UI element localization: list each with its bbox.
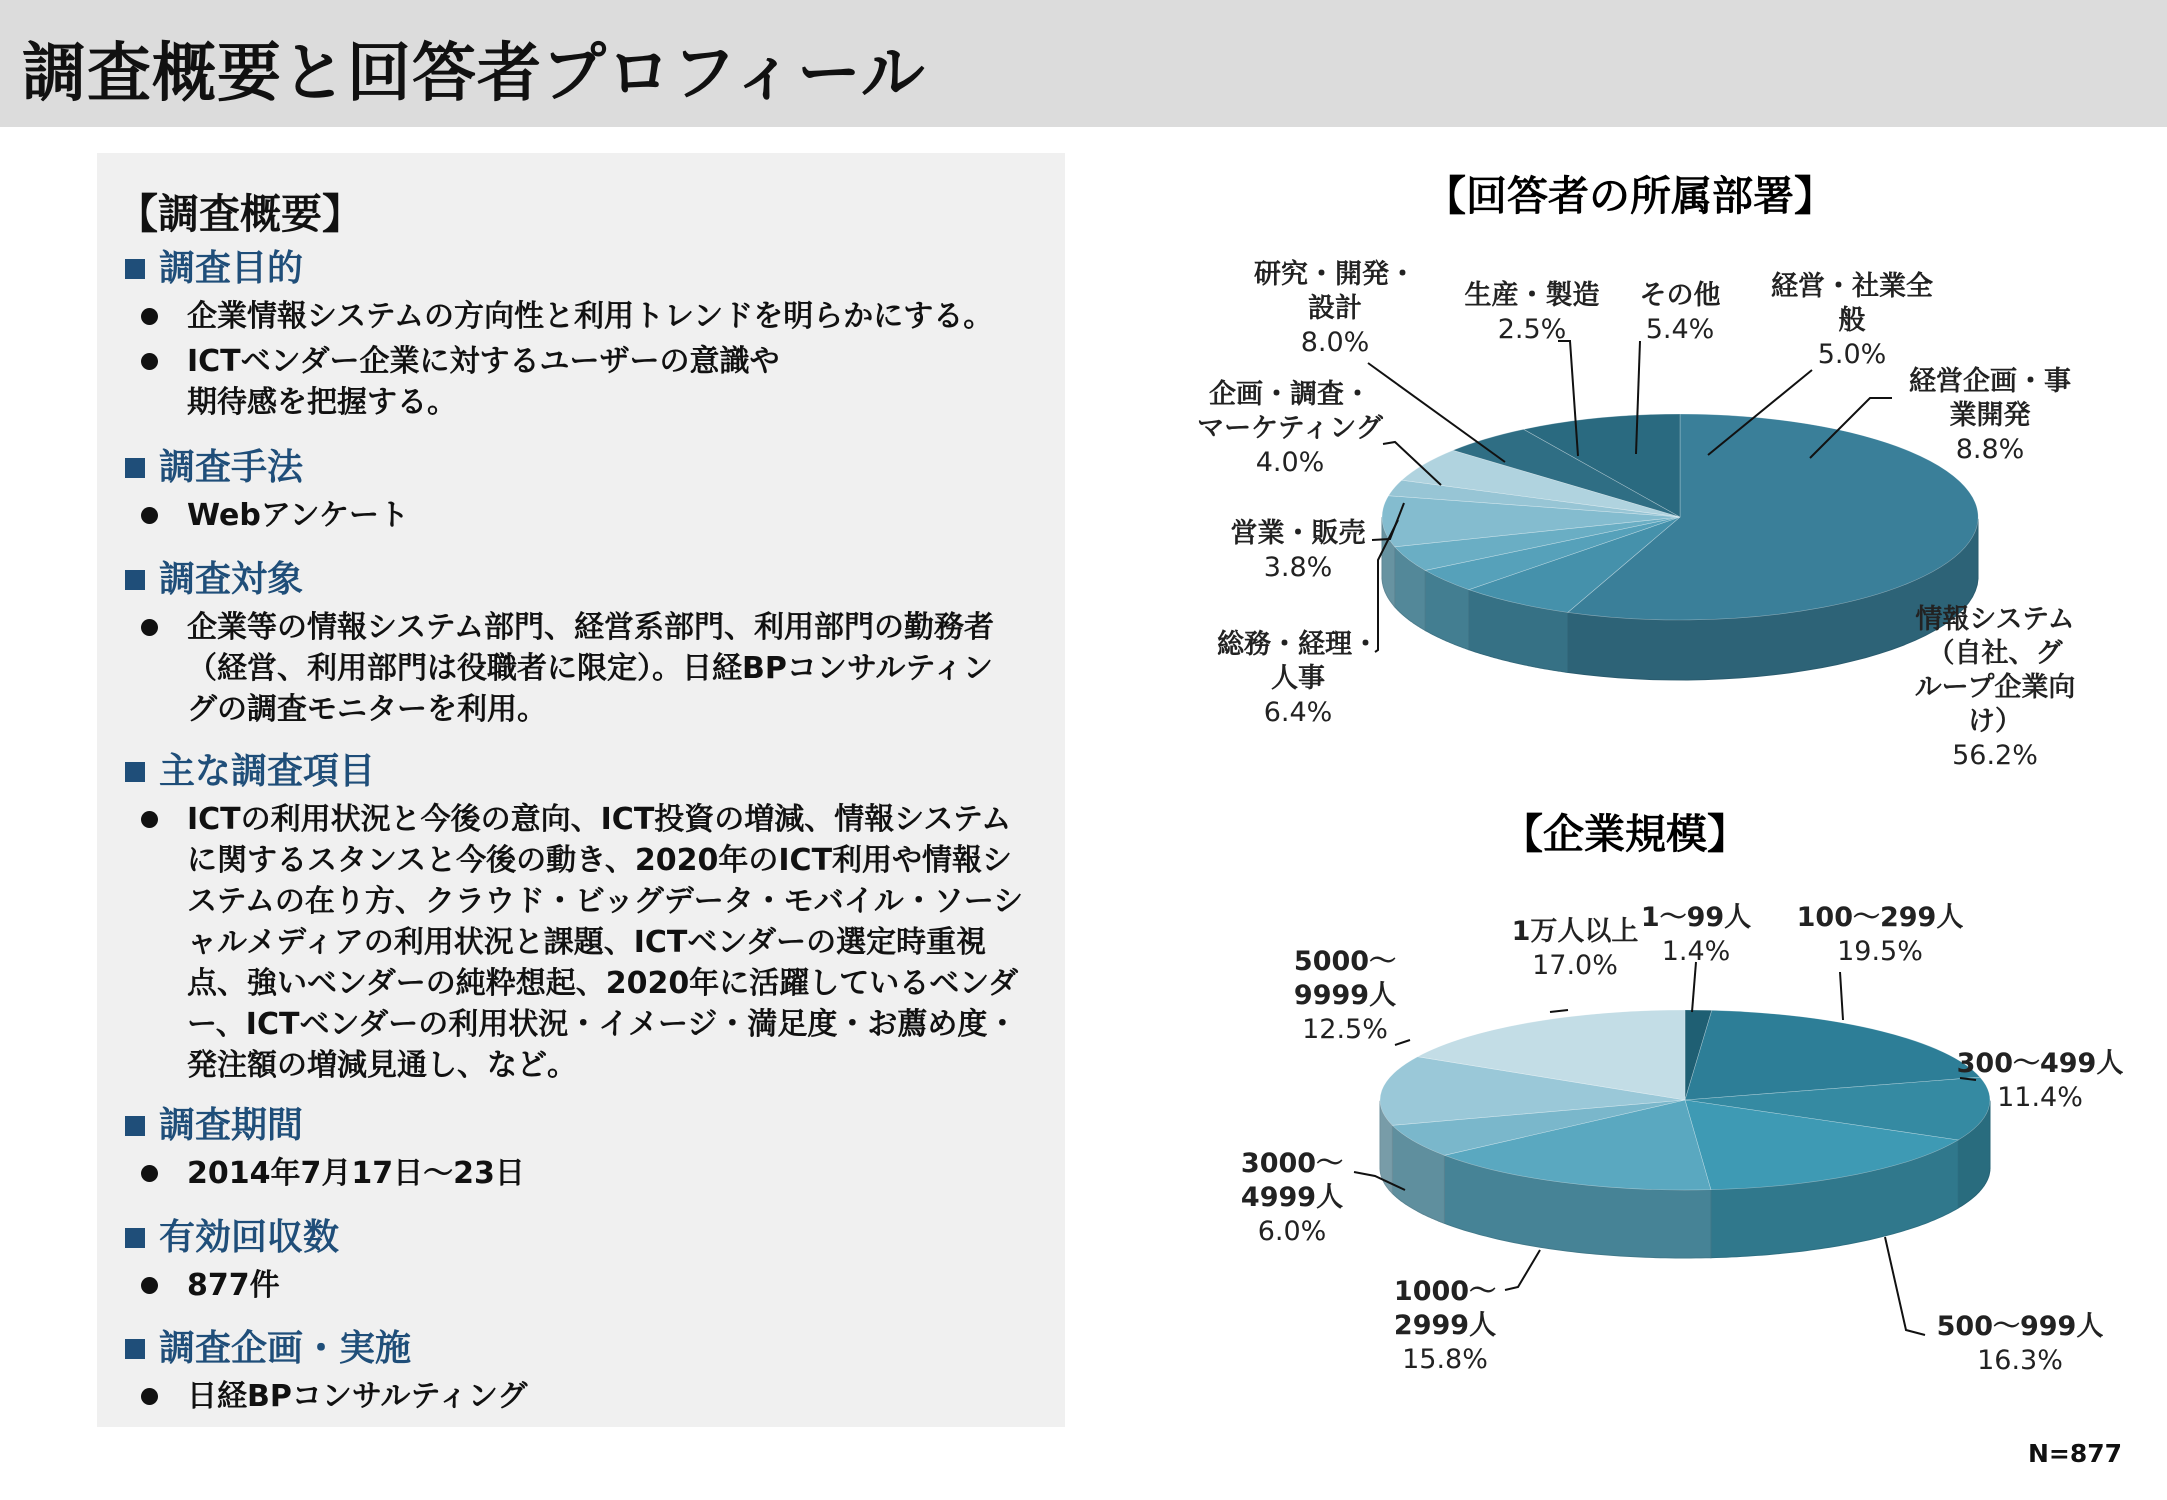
slice-label: ループ企業向	[1914, 672, 2076, 703]
slice-value-label: 5.0%	[1817, 339, 1887, 370]
pie-chart-1	[1197, 172, 2075, 771]
slice-value-label: 15.8%	[1402, 1344, 1488, 1375]
slice-value-label: 1.4%	[1661, 936, 1731, 967]
slice-label: 9999人	[1293, 980, 1397, 1011]
leader-line	[1505, 1250, 1540, 1290]
page-title: 調査概要と回答者プロフィール	[22, 37, 926, 111]
bullet-item: 日経BPコンサルティング	[125, 1376, 1045, 1417]
slice-value-label: 4.0%	[1255, 447, 1325, 478]
slice-label: 経営・社業全	[1771, 271, 1933, 302]
slice-label: 研究・開発・	[1254, 259, 1416, 290]
slice-value-label: 5.4%	[1645, 314, 1715, 345]
slice-label: その他	[1639, 280, 1721, 311]
slice-value-label: 12.5%	[1302, 1014, 1388, 1045]
slice-label: 情報システム	[1915, 604, 2075, 635]
bullet-item: 877件	[125, 1265, 1045, 1306]
slice-label: 生産・製造	[1464, 280, 1600, 311]
section-heading: 調査期間	[125, 1103, 1045, 1149]
slice-value-label: 17.0%	[1532, 950, 1618, 981]
slice-value-label: 6.4%	[1263, 697, 1333, 728]
chart-title: 【企業規模】	[1502, 810, 1748, 858]
slice-value-label: 2.5%	[1497, 314, 1567, 345]
slice-label: 5000～	[1293, 946, 1397, 977]
bullet-item: 企業情報システムの方向性と利用トレンドを明らかにする。	[125, 296, 1045, 337]
slice-value-label: 19.5%	[1837, 936, 1923, 967]
bullet-item: ICTの利用状況と今後の意向、ICT投資の増減、情報システムに関するスタンスと今後の動き、2020年のICT利用や情報システムの在り方、クラウド・ビッグデータ・モバイル・ソーシャルメディアの利用状況と課題、ICTベンダーの選定時重視点、強いベンダーの純粋想起、2020年に活躍しているベンダー、ICTベンダーの利用状況・イメージ・満足度・お薦め度・発注額の増減見通し、など。	[125, 799, 1037, 1086]
slice-label: 4999人	[1240, 1182, 1344, 1213]
section-heading: 調査対象	[125, 557, 1045, 603]
bullet-item: Webアンケート	[125, 495, 1045, 536]
leader-line	[1885, 1237, 1925, 1335]
leader-line	[1840, 972, 1843, 1020]
slice-label: 1000～	[1393, 1276, 1497, 1307]
leader-line	[1550, 1010, 1568, 1012]
pie-chart-2	[1241, 810, 2123, 1376]
slice-label: 経営企画・事	[1909, 366, 2071, 397]
slice-label: 300～499人	[1956, 1048, 2124, 1079]
slice-value-label: 6.0%	[1257, 1216, 1327, 1247]
slice-value-label: 8.0%	[1300, 327, 1370, 358]
slice-label: け）	[1968, 706, 2022, 737]
section-heading: 調査手法	[125, 445, 1045, 491]
slice-label: 2999人	[1393, 1310, 1497, 1341]
section-heading: 調査目的	[125, 246, 1045, 292]
chart-title: 【回答者の所属部署】	[1425, 172, 1835, 220]
leader-line	[1395, 1040, 1410, 1045]
sample-size-note: N=877	[2028, 1439, 2123, 1468]
slice-label: 100～299人	[1796, 902, 1964, 933]
slice-label: 業開発	[1949, 400, 2031, 431]
slice-value-label: 11.4%	[1997, 1082, 2083, 1113]
bullet-item: 企業等の情報システム部門、経営系部門、利用部門の勤務者（経営、利用部門は役職者に限定）。日経BPコンサルティングの調査モニターを利用。	[125, 607, 1017, 730]
bullet-item: ICTベンダー企業に対するユーザーの意識や期待感を把握する。	[125, 341, 807, 423]
slice-label: 設計	[1308, 293, 1362, 324]
slice-value-label: 8.8%	[1955, 434, 2025, 465]
section-heading: 主な調査項目	[125, 749, 1045, 795]
slice-label: 企画・調査・	[1209, 379, 1371, 410]
overview-heading: 【調査概要】	[117, 190, 363, 238]
section-heading: 調査企画・実施	[125, 1326, 1045, 1372]
section-heading: 有効回収数	[125, 1215, 1045, 1261]
slice-value-label: 56.2%	[1952, 740, 2038, 771]
slice-label: 500～999人	[1936, 1311, 2104, 1342]
slice-label: マーケティング	[1197, 413, 1383, 444]
slice-value-label: 3.8%	[1263, 552, 1333, 583]
slice-label: 1万人以上	[1511, 916, 1639, 947]
slice-label: 1～99人	[1640, 902, 1752, 933]
bullet-item: 2014年7月17日～23日	[125, 1153, 1045, 1194]
slice-label: 営業・販売	[1230, 518, 1366, 549]
slice-value-label: 16.3%	[1977, 1345, 2063, 1376]
slice-label: 般	[1838, 305, 1866, 336]
slice-label: 3000～	[1240, 1148, 1344, 1179]
leader-line	[1692, 962, 1696, 1012]
leader-line	[1368, 363, 1505, 462]
slice-label: （自社、グ	[1927, 638, 2063, 669]
slice-label: 人事	[1271, 663, 1325, 694]
slice-label: 総務・経理・	[1217, 629, 1379, 660]
